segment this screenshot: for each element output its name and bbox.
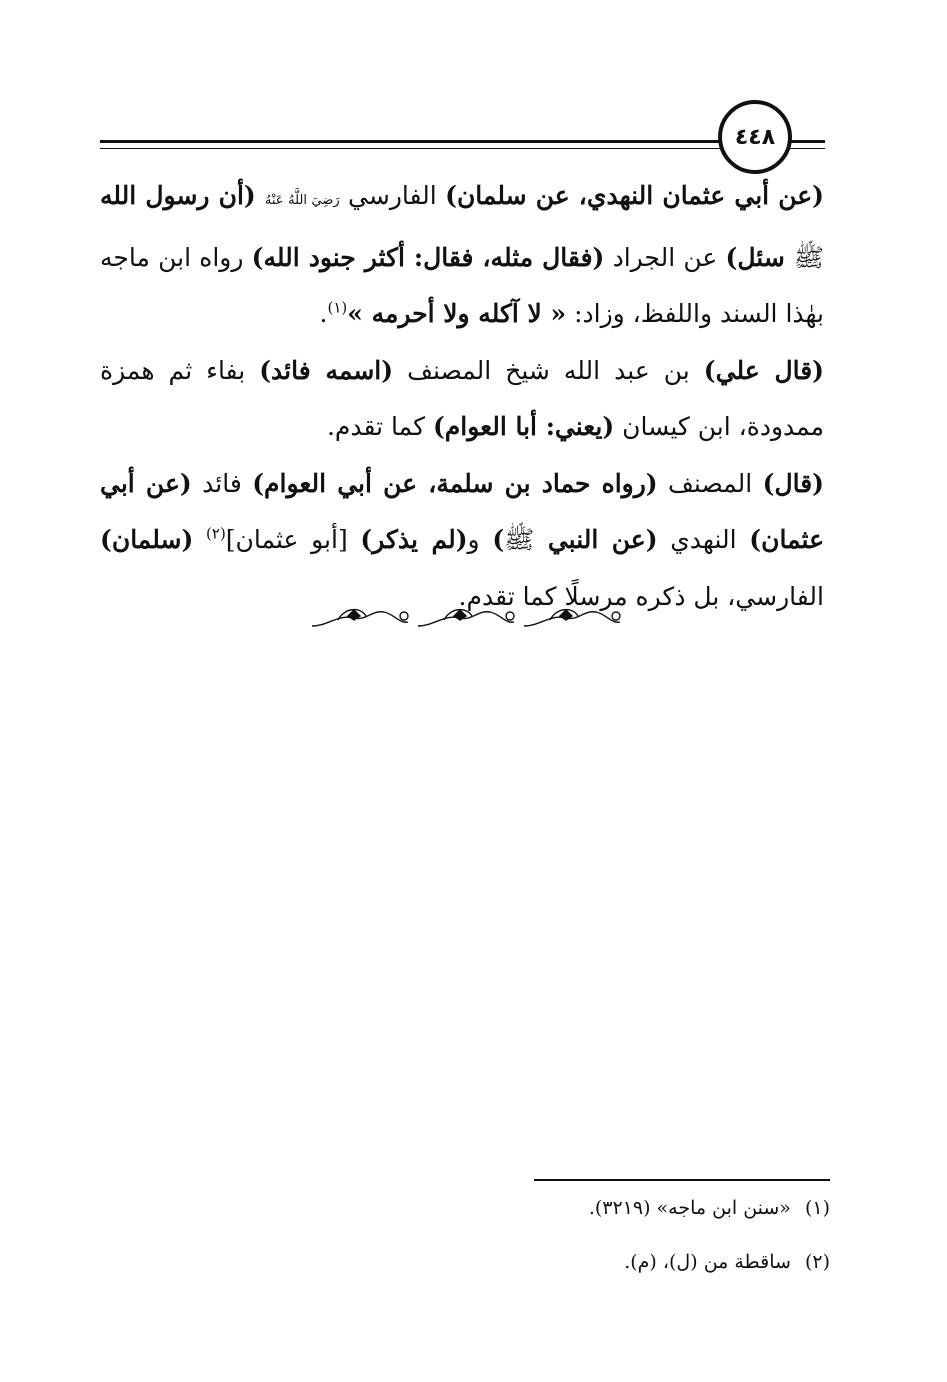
text-run: (عن النبي [534, 525, 658, 554]
text-run: [أبو عثمان] [225, 525, 361, 554]
text-run: (اسمه فائد) [259, 355, 394, 385]
text-run: و [467, 525, 493, 554]
text-run: النهدي [657, 525, 750, 554]
honorific: رَضِيَ اللَّهُ عَنْهُ [264, 193, 340, 208]
section-divider-ornament [308, 600, 628, 634]
footnote-ref: (١) [327, 298, 348, 317]
text-run: (عن أبي عثمان) [100, 468, 824, 554]
text-run: (عن أبي عثمان النهدي، عن سلمان) [445, 181, 825, 210]
text-run: « لا آكله ولا أحرمه » [347, 299, 567, 328]
text-run: الفارسي، بل ذكره مرسلًا كما تقدم. [458, 581, 824, 611]
main-text [100, 168, 824, 625]
honorific: ﷺ [793, 242, 824, 272]
text-run: فائد [191, 468, 253, 498]
text-run: (قال) [762, 468, 824, 498]
footnote-item [300, 1244, 830, 1298]
text-run: (فقال مثله، فقال: أكثر جنود الله) [251, 242, 605, 272]
text-run: سئل) [725, 242, 794, 272]
text-run: (أن رسول الله [100, 181, 265, 210]
footnote-text: ساقطة من (ل)، (م). [624, 1251, 791, 1273]
text-run: الفارسي [339, 181, 446, 210]
footnote-ref: (٢) [206, 524, 226, 543]
text-run: رواه ابن ماجه بهٰذا السند واللفظ، وزاد: [100, 242, 824, 328]
honorific: ﷺ [504, 525, 535, 554]
text-run: (قال علي) [703, 355, 825, 385]
header-rule-thick [100, 140, 720, 143]
paragraph [100, 343, 824, 456]
paragraph [100, 168, 824, 343]
footnote-separator [534, 1179, 830, 1181]
footnote-number: (٢) [804, 1251, 830, 1273]
text-run: (لم يذكر) [360, 525, 468, 554]
page-number: ٤٤٨ [718, 100, 792, 174]
text-run: (رواه حماد بن سلمة، عن أبي العوام) [252, 468, 658, 498]
text-run: (يعني: أبا العوام) [432, 412, 615, 441]
header-rule-thin [100, 148, 720, 149]
footnote-text: «سنن ابن ماجه» (٣٢١٩). [588, 1197, 791, 1219]
text-run: كما تقدم. [326, 412, 433, 441]
footnote-number: (١) [804, 1197, 830, 1219]
footnote-item [300, 1190, 830, 1244]
text-run: ) [492, 525, 505, 554]
text-run: المصنف [657, 468, 763, 498]
text-run: بفاء ثم همزة ممدودة، ابن كيسان [100, 355, 824, 441]
text-run [193, 525, 206, 554]
text-run: . [319, 299, 328, 328]
text-run: عن الجراد [604, 242, 726, 272]
footnotes [300, 1190, 830, 1298]
header-rule-right [790, 140, 825, 143]
text-run: بن عبد الله شيخ المصنف [393, 355, 704, 385]
header-rule-right-thin [790, 148, 825, 149]
text-run: (سلمان) [100, 525, 194, 554]
